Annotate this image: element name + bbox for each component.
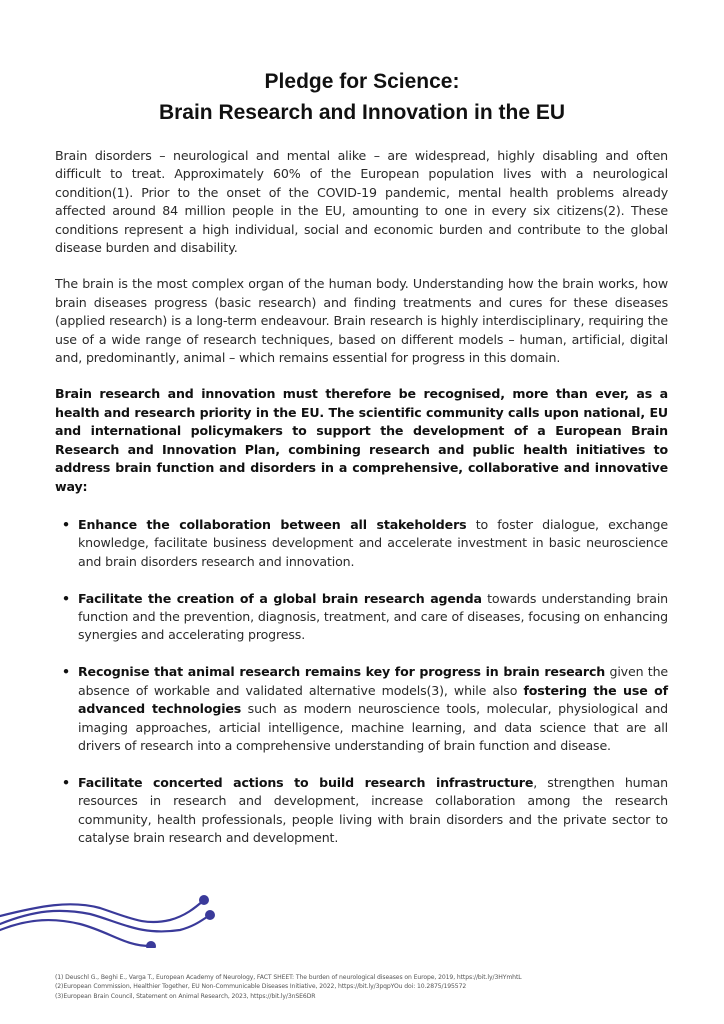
page-title	[0, 66, 724, 128]
title-line-1: Pledge for Science:	[264, 70, 460, 93]
neural-node-3	[146, 941, 156, 948]
list-item	[55, 774, 668, 848]
list-item	[55, 590, 668, 645]
list-item-text: to foster dialogue, exchange knowledge, facilitate business development and accelerate investment in basic neuroscience and brain disorders research and innovation.	[78, 516, 669, 569]
neural-node-2	[205, 910, 215, 920]
bullet-icon: •	[62, 590, 70, 606]
list-item-heading: Facilitate concerted actions to build research infrastructure	[78, 774, 534, 790]
neural-node-1	[199, 895, 209, 905]
bullet-icon: •	[62, 664, 70, 680]
call-to-action-paragraph: Brain research and innovation must therefore be recognised, more than ever, as a health and research priority in the EU. The scientific community calls upon national, EU and international policymakers to support the development of a European Brain Research and Innovation Plan, combining research and public health initiatives to address brain function and disorders in a comprehensive, collaborative and innovative way:	[55, 386, 668, 494]
list-item-text: towards understanding brain function and the prevention, diagnosis, treatment, and care of diseases, focusing on enhancing synergies and accelerating progress.	[78, 590, 668, 643]
list-item-text: , strengthen human resources in research and development, increase collaboration among the research community, health professionals, people living with brain disorders and the private sector to catalyse brain research and development.	[78, 774, 669, 846]
list-item-heading: Facilitate the creation of a global brain research agenda	[78, 590, 482, 606]
bullet-icon: •	[62, 516, 70, 532]
list-item-text: given the absence of workable and validated alternative models(3), while also	[78, 664, 669, 698]
document-body	[55, 147, 668, 866]
list-item-heading: Enhance the collaboration between all stakeholders	[78, 516, 467, 532]
footnote-3: (3)European Brain Council, Statement on Animal Research, 2023, https://bit.ly/3nSE6DR	[55, 992, 316, 1000]
intro-paragraph: Brain disorders – neurological and mental alike – are widespread, highly disabling and often difficult to treat. Approximately 60% of the European population lives with a neurological condition(1). Prior to the onset of the COVID-19 pandemic, mental health problems already affected around 84 million people in the EU, amounting to one in every six citizens(2). These conditions represent a high individual, social and economic burden and contribute to the global disease burden and disability.	[55, 148, 668, 256]
title-line-2: Brain Research and Innovation in the EU	[158, 101, 566, 124]
footnote-1: (1) Deuschl G., Beghi E., Varga T., European Academy of Neurology, FACT SHEET: The burden of neurological diseases on Europe, 2019, https://bit.ly/3HYmhtL	[55, 974, 522, 981]
list-item	[55, 516, 668, 571]
brain-complexity-paragraph: The brain is the most complex organ of the human body. Understanding how the brain works, how brain diseases progress (basic research) and finding treatments and cures for these diseases (applied research) is a long-term endeavour. Brain research is highly interdisciplinary, requiring the use of a wide range of research techniques, based on different models – human, artificial, digital and, predominantly, animal – which remains essential for progress in this domain.	[55, 276, 668, 366]
footnote-2: (2)European Commission, Healthier Together, EU Non-Communicable Diseases Initiative, 2022, https://bit.ly/3pqpYOu doi: 10.2875/195572	[55, 983, 467, 991]
list-item-text: such as modern neuroscience tools, molecular, physiological and imaging approaches, articial intelligence, machine learning, and data science that are all drivers of research into a comprehensive understanding of brain function and disease.	[78, 701, 669, 753]
list-item	[55, 663, 668, 755]
pledge-list	[55, 516, 668, 848]
neural-lines-icon	[0, 878, 230, 948]
list-item-heading: Recognise that animal research remains key for progress in brain research	[78, 664, 606, 680]
neural-line-3	[0, 920, 150, 946]
footnotes	[55, 973, 675, 1001]
list-item-emphasis: fostering the use of advanced technologies	[78, 682, 668, 717]
bullet-icon: •	[62, 774, 70, 790]
